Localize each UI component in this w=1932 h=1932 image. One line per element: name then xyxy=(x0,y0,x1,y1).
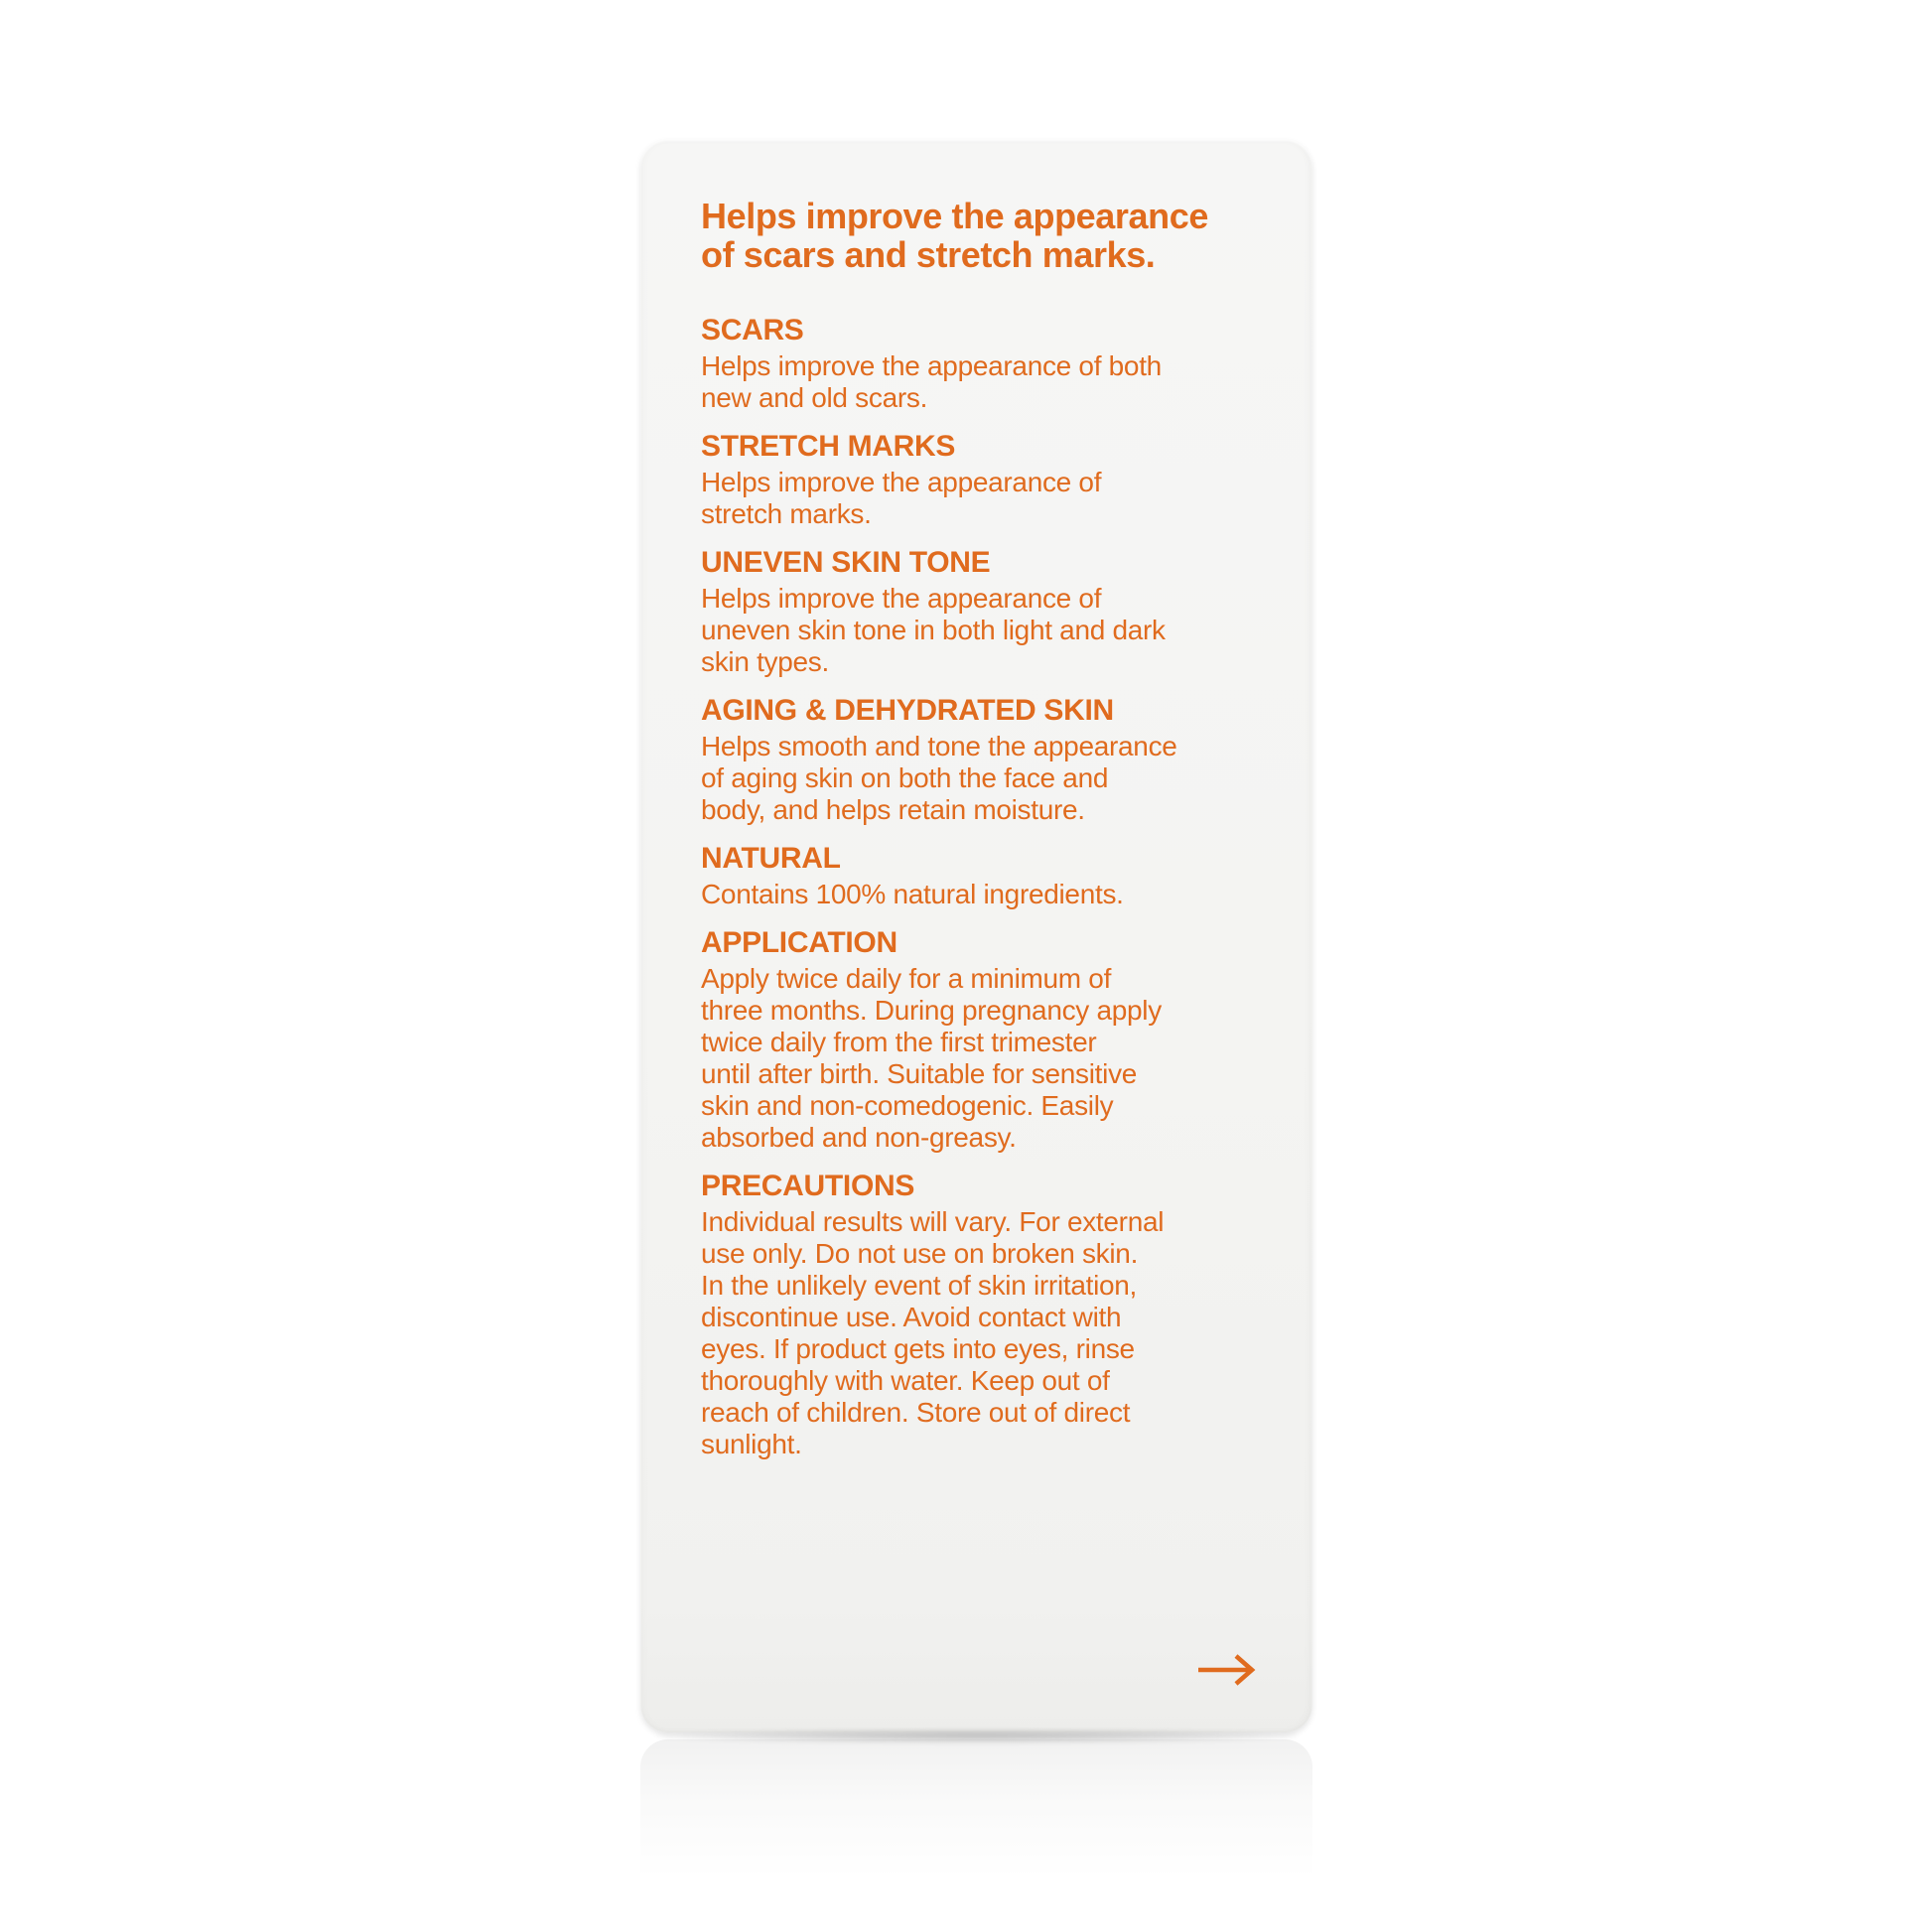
product-box-back-panel xyxy=(640,139,1312,1732)
arrow-right-icon xyxy=(1195,1653,1257,1687)
section-body-line: uneven skin tone in both light and dark xyxy=(701,615,1166,645)
section-natural xyxy=(701,842,1263,910)
section-body-line: Helps smooth and tone the appearance xyxy=(701,731,1177,761)
section-title: SCARS xyxy=(701,314,804,346)
section-uneven-skin-tone xyxy=(701,546,1263,678)
section-body-line: until after birth. Suitable for sensitive xyxy=(701,1058,1138,1089)
section-title: UNEVEN SKIN TONE xyxy=(701,546,991,579)
section-body-line: body, and helps retain moisture. xyxy=(701,794,1085,825)
headline-line-2: of scars and stretch marks. xyxy=(701,234,1156,275)
section-body-line: three months. During pregnancy apply xyxy=(701,995,1162,1026)
section-body-line: thoroughly with water. Keep out of xyxy=(701,1365,1110,1396)
section-body-line: sunlight. xyxy=(701,1429,802,1459)
section-body-line: In the unlikely event of skin irritation, xyxy=(701,1270,1138,1301)
section-body-line: Contains 100% natural ingredients. xyxy=(701,879,1124,909)
section-title: STRETCH MARKS xyxy=(701,430,956,463)
section-precautions xyxy=(701,1170,1263,1460)
section-body-line: discontinue use. Avoid contact with xyxy=(701,1302,1122,1332)
section-body-line: absorbed and non-greasy. xyxy=(701,1122,1017,1153)
section-body-line: Helps improve the appearance of xyxy=(701,467,1102,497)
section-body-line: Individual results will vary. For external xyxy=(701,1206,1165,1237)
section-title: APPLICATION xyxy=(701,926,897,959)
section-title: PRECAUTIONS xyxy=(701,1170,915,1202)
headline-line-1: Helps improve the appearance xyxy=(701,196,1208,236)
box-reflection xyxy=(640,1739,1312,1878)
section-body-line: Apply twice daily for a minimum of xyxy=(701,963,1112,994)
section-body-line: use only. Do not use on broken skin. xyxy=(701,1238,1139,1269)
section-title: AGING & DEHYDRATED SKIN xyxy=(701,694,1114,727)
section-stretch-marks xyxy=(701,430,1263,530)
section-application xyxy=(701,926,1263,1154)
section-body-line: new and old scars. xyxy=(701,382,928,413)
section-aging-dehydrated-skin xyxy=(701,694,1263,826)
section-body-line: reach of children. Store out of direct xyxy=(701,1397,1131,1428)
section-body-line: Helps improve the appearance of both xyxy=(701,350,1162,381)
section-title: NATURAL xyxy=(701,842,841,875)
section-body-line: skin types. xyxy=(701,646,829,677)
section-body-line: Helps improve the appearance of xyxy=(701,583,1102,614)
section-scars xyxy=(701,314,1263,414)
section-body-line: skin and non-comedogenic. Easily xyxy=(701,1090,1114,1121)
label-text-block xyxy=(701,197,1263,1460)
headline xyxy=(701,197,1263,274)
section-body-line: twice daily from the first trimester xyxy=(701,1027,1097,1057)
section-body-line: of aging skin on both the face and xyxy=(701,762,1109,793)
section-body-line: stretch marks. xyxy=(701,498,872,529)
section-body-line: eyes. If product gets into eyes, rinse xyxy=(701,1333,1135,1364)
